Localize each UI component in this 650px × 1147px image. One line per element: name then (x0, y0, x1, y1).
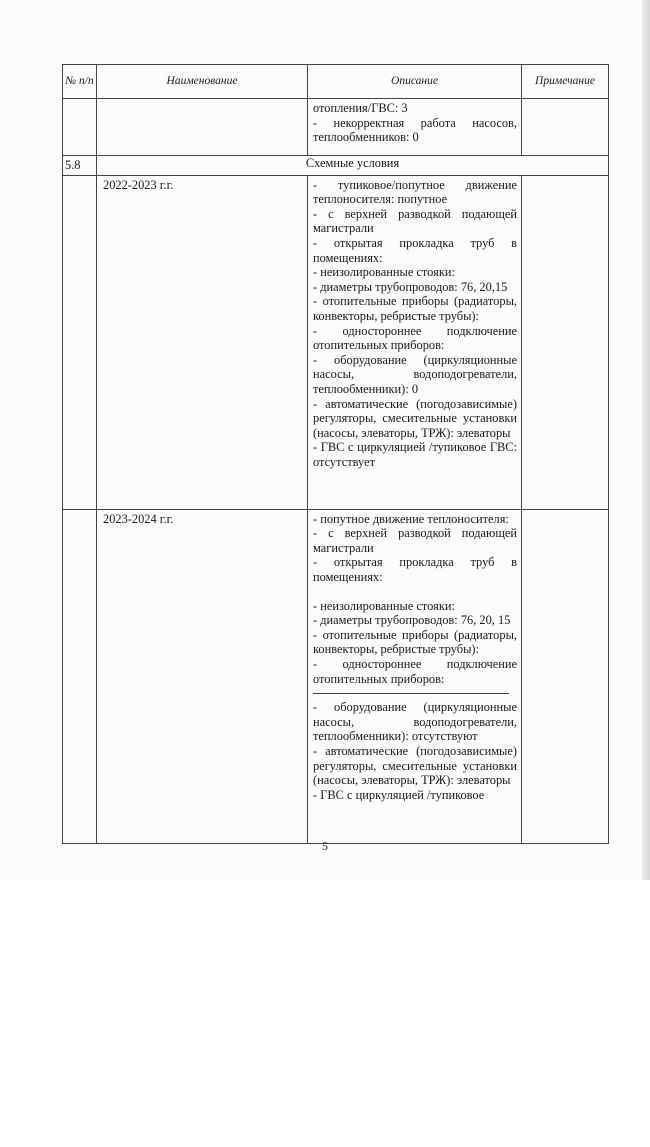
underline-rule (313, 686, 509, 694)
description-line: - одностороннее подключение отопительных приборов: (313, 656, 517, 686)
section-number: 5.8 (63, 156, 97, 176)
header-note: Примечание (522, 65, 609, 99)
description-line: - с верхней разводкой подающей магистрали (313, 206, 517, 236)
description-line: - с верхней разводкой подающей магистрали (313, 526, 517, 555)
description-line: - тупиковое/попутное движение теплоносителя: попутное (313, 177, 517, 207)
description-line: - автоматические (погодозависимые) регуляторы, смесительные установки (насосы, элеваторы, ТРЖ): элеваторы (313, 396, 517, 440)
conditions-table (62, 64, 609, 844)
description-line: - неизолированные стояки: (313, 265, 455, 280)
description-line: - диаметры трубопроводов: 76, 20, 15 (313, 613, 511, 628)
table-row (63, 99, 609, 156)
description-line: - одностороннее подключение отопительных приборов: (313, 323, 517, 353)
period-description (308, 509, 522, 843)
empty-cell (522, 175, 609, 509)
page-edge-shadow (642, 0, 650, 880)
section-row (63, 156, 609, 176)
spacer (313, 585, 517, 599)
table-header-row (63, 65, 609, 99)
description-line: - открытая прокладка труб в помещениях: (313, 555, 517, 584)
empty-cell (63, 175, 97, 509)
empty-cell (63, 99, 97, 156)
header-name: Наименование (97, 65, 308, 99)
header-num: № п/п (63, 65, 97, 99)
table-row (63, 175, 609, 509)
section-title: Схемные условия (97, 156, 609, 176)
period-description (308, 175, 522, 509)
description-line: - оборудование (циркуляционные насосы, водоподогреватели, теплообменники): отсутствуют (313, 700, 517, 744)
table-row (63, 509, 609, 843)
empty-cell (522, 509, 609, 843)
empty-cell (63, 509, 97, 843)
description-line: - неизолированные стояки: (313, 598, 455, 613)
description-line: - ГВС с циркуляцией /тупиковое (313, 787, 485, 802)
continuation-line: - некорректная работа насосов, теплообменников: 0 (313, 115, 517, 145)
period-name: 2023-2024 г.г. (97, 509, 308, 843)
description-line: - автоматические (погодозависимые) регуляторы, смесительные установки (насосы, элеваторы, ТРЖ): элеваторы (313, 743, 517, 788)
continuation-description (308, 99, 522, 156)
empty-cell (97, 99, 308, 156)
description-line: - попутное движение теплоносителя: (313, 511, 509, 526)
description-line: - отопительные приборы (радиаторы, конвекторы, ребристые трубы): (313, 294, 517, 323)
description-line: - оборудование (циркуляционные насосы, водоподогреватели, теплообменники): 0 (313, 352, 517, 396)
description-line: - отопительные приборы (радиаторы, конвекторы, ребристые трубы): (313, 627, 517, 657)
header-description: Описание (308, 65, 522, 99)
page-number: 5 (322, 839, 328, 853)
description-line: - открытая прокладка труб в помещениях: (313, 235, 517, 265)
continuation-line: отопления/ГВС: 3 (313, 101, 408, 115)
empty-cell (522, 99, 609, 156)
description-line: - ГВС с циркуляцией /тупиковое ГВС: отсутствует (313, 440, 517, 469)
description-line: - диаметры трубопроводов: 76, 20,15 (313, 279, 508, 294)
period-name: 2022-2023 г.г. (97, 175, 308, 509)
